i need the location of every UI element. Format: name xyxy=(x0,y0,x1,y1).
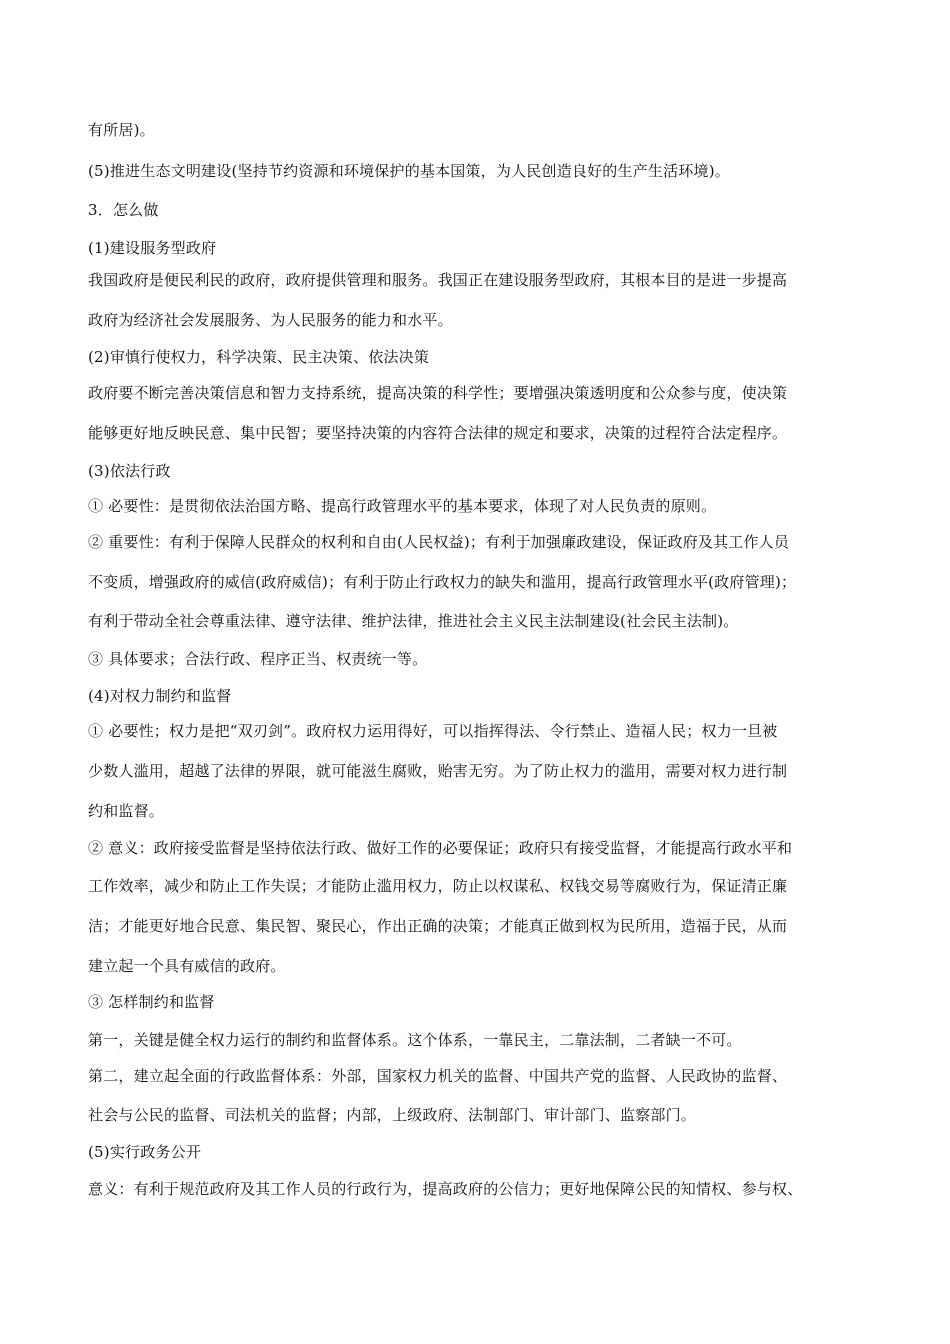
text-line: 政府为经济社会发展服务、为人民服务的能力和水平。 xyxy=(88,311,453,329)
text-line: 第二，建立起全面的行政监督体系：外部，国家权力机关的监督、中国共产党的监督、人民政协的监督、 xyxy=(88,1067,788,1085)
text-line: ③ 具体要求；合法行政、程序正当、权责统一等。 xyxy=(88,650,428,668)
text-line: 意义：有利于规范政府及其工作人员的行政行为，提高政府的公信力；更好地保障公民的知情权、参与权、 xyxy=(88,1180,803,1198)
text-line: 我国政府是便民利民的政府，政府提供管理和服务。我国正在建设服务型政府，其根本目的是进一步提高 xyxy=(88,271,788,289)
text-line: 不变质，增强政府的威信(政府威信)；有利于防止行政权力的缺失和滥用，提高行政管理水平(政府管理)； xyxy=(88,573,797,591)
text-line: 工作效率，减少和防止工作失误；才能防止滥用权力，防止以权谋私、权钱交易等腐败行为，保证清正廉 xyxy=(88,877,788,895)
text-line: 社会与公民的监督、司法机关的监督；内部，上级政府、法制部门、审计部门、监察部门。 xyxy=(88,1106,697,1124)
section-heading: 3．怎么做 xyxy=(88,201,159,219)
text-line: 有所居)。 xyxy=(88,121,155,139)
text-line: 政府要不断完善决策信息和智力支持系统，提高决策的科学性；要增强决策透明度和公众参与度，使决策 xyxy=(88,384,788,402)
text-line: 能够更好地反映民意、集中民智；要坚持决策的内容符合法律的规定和要求，决策的过程符合法定程序。 xyxy=(88,424,788,442)
text-line: 建立起一个具有威信的政府。 xyxy=(88,957,286,975)
text-line: ② 重要性：有利于保障人民群众的权利和自由(人民权益)；有利于加强廉政建设，保证政府及其工作人员 xyxy=(88,533,790,551)
text-line: 少数人滥用，超越了法律的界限，就可能滋生腐败，贻害无穷。为了防止权力的滥用，需要对权力进行制 xyxy=(88,762,788,780)
text-line: 第一，关键是健全权力运行的制约和监督体系。这个体系，一靠民主，二靠法制，二者缺一不可。 xyxy=(88,1031,742,1049)
subsection-heading: (2)审慎行使权力，科学决策、民主决策、依法决策 xyxy=(88,348,430,366)
subsection-heading: (4)对权力制约和监督 xyxy=(88,687,232,705)
subsection-heading: (1)建设服务型政府 xyxy=(88,239,217,257)
text-line: 有利于带动全社会尊重法律、遵守法律、维护法律，推进社会主义民主法制建设(社会民主法制)。 xyxy=(88,612,739,630)
subsection-heading: (5)实行政务公开 xyxy=(88,1143,202,1161)
text-line: ① 必要性：是贯彻依法治国方略、提高行政管理水平的基本要求，体现了对人民负责的原则。 xyxy=(88,497,717,515)
text-line: ① 必要性；权力是把“双刃剑”。政府权力运用得好，可以指挥得法、令行禁止、造福人民；权力一旦被 xyxy=(88,722,778,740)
text-line: ② 意义：政府接受监督是坚持依法行政、做好工作的必要保证；政府只有接受监督，才能提高行政水平和 xyxy=(88,839,793,857)
text-line: 约和监督。 xyxy=(88,802,165,820)
text-line: ③ 怎样制约和监督 xyxy=(88,993,215,1011)
subsection-heading: (3)依法行政 xyxy=(88,462,171,480)
text-line: (5)推进生态文明建设(坚持节约资源和环境保护的基本国策，为人民创造良好的生产生活环境)。 xyxy=(88,162,730,180)
text-line: 洁；才能更好地合民意、集民智、聚民心，作出正确的决策；才能真正做到权为民所用，造福于民，从而 xyxy=(88,917,788,935)
